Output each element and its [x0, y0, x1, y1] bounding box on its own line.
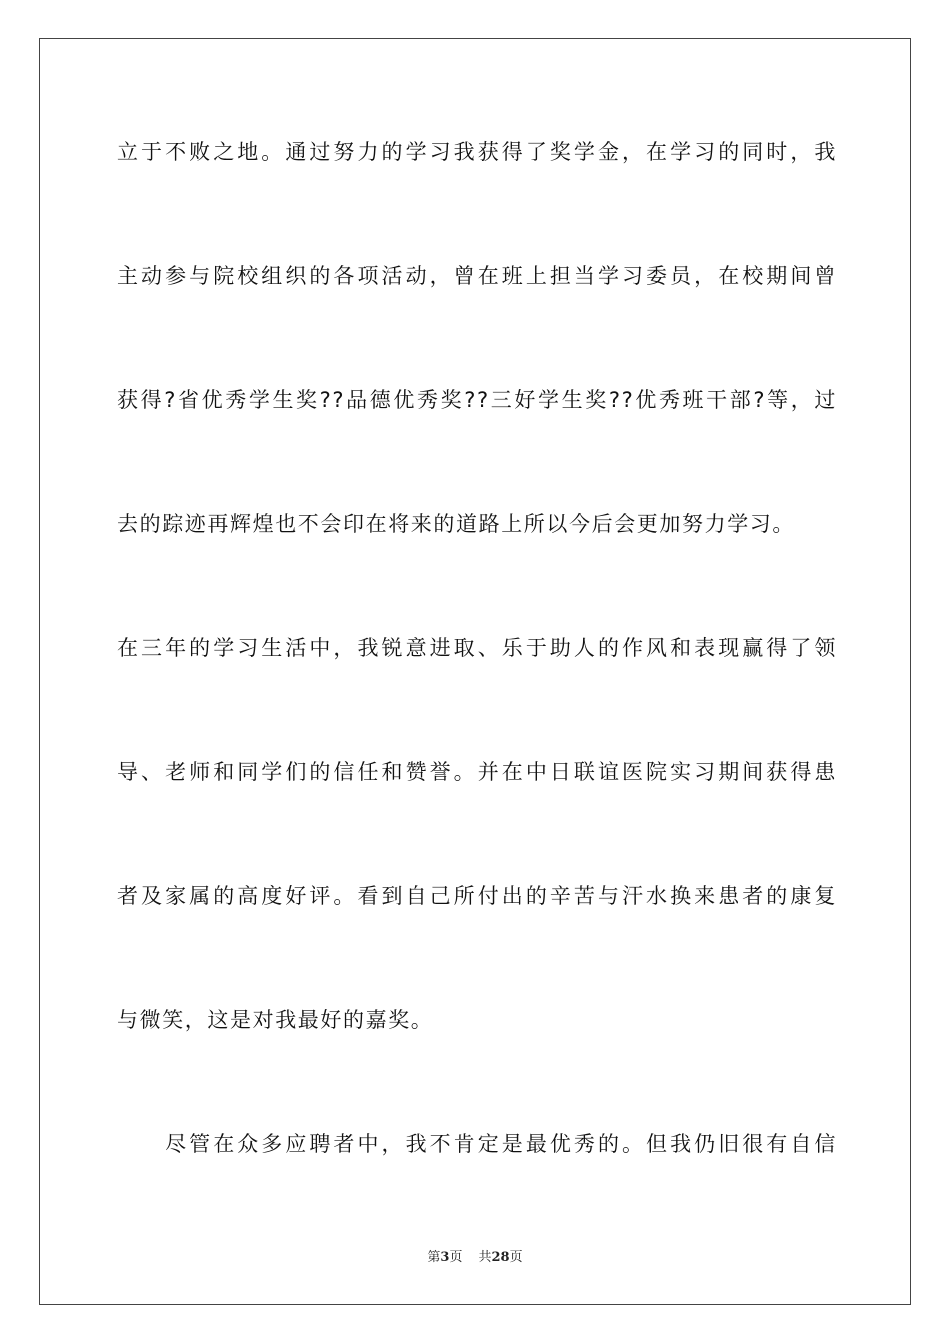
footer-total-suffix: 页 [509, 1250, 523, 1265]
body-line-3: 获得?省优秀学生奖??品德优秀奖??三好学生奖??优秀班干部?等，过 [117, 388, 837, 412]
body-line-7: 者及家属的高度好评。看到自己所付出的辛苦与汗水换来患者的康复 [117, 884, 837, 908]
footer-total-pages: 28 [491, 1250, 510, 1265]
page-footer [0, 1246, 950, 1265]
footer-page-prefix: 第 [427, 1250, 441, 1265]
body-line-6: 导、老师和同学们的信任和赞誉。并在中日联谊医院实习期间获得患 [117, 760, 837, 784]
footer-page-suffix: 页 [449, 1250, 463, 1265]
footer-page-number: 3 [440, 1250, 450, 1265]
body-line-4: 去的踪迹再辉煌也不会印在将来的道路上所以今后会更加努力学习。 [117, 512, 795, 536]
body-line-9: 尽管在众多应聘者中，我不肯定是最优秀的。但我仍旧很有自信 [117, 1132, 837, 1156]
page-border [39, 38, 911, 1305]
body-line-1: 立于不败之地。通过努力的学习我获得了奖学金，在学习的同时，我 [117, 140, 837, 164]
body-line-5: 在三年的学习生活中，我锐意进取、乐于助人的作风和表现赢得了领 [117, 636, 837, 660]
body-line-2: 主动参与院校组织的各项活动，曾在班上担当学习委员，在校期间曾 [117, 264, 837, 288]
body-line-8: 与微笑，这是对我最好的嘉奖。 [117, 1008, 434, 1032]
footer-total-prefix: 共 [478, 1250, 492, 1265]
